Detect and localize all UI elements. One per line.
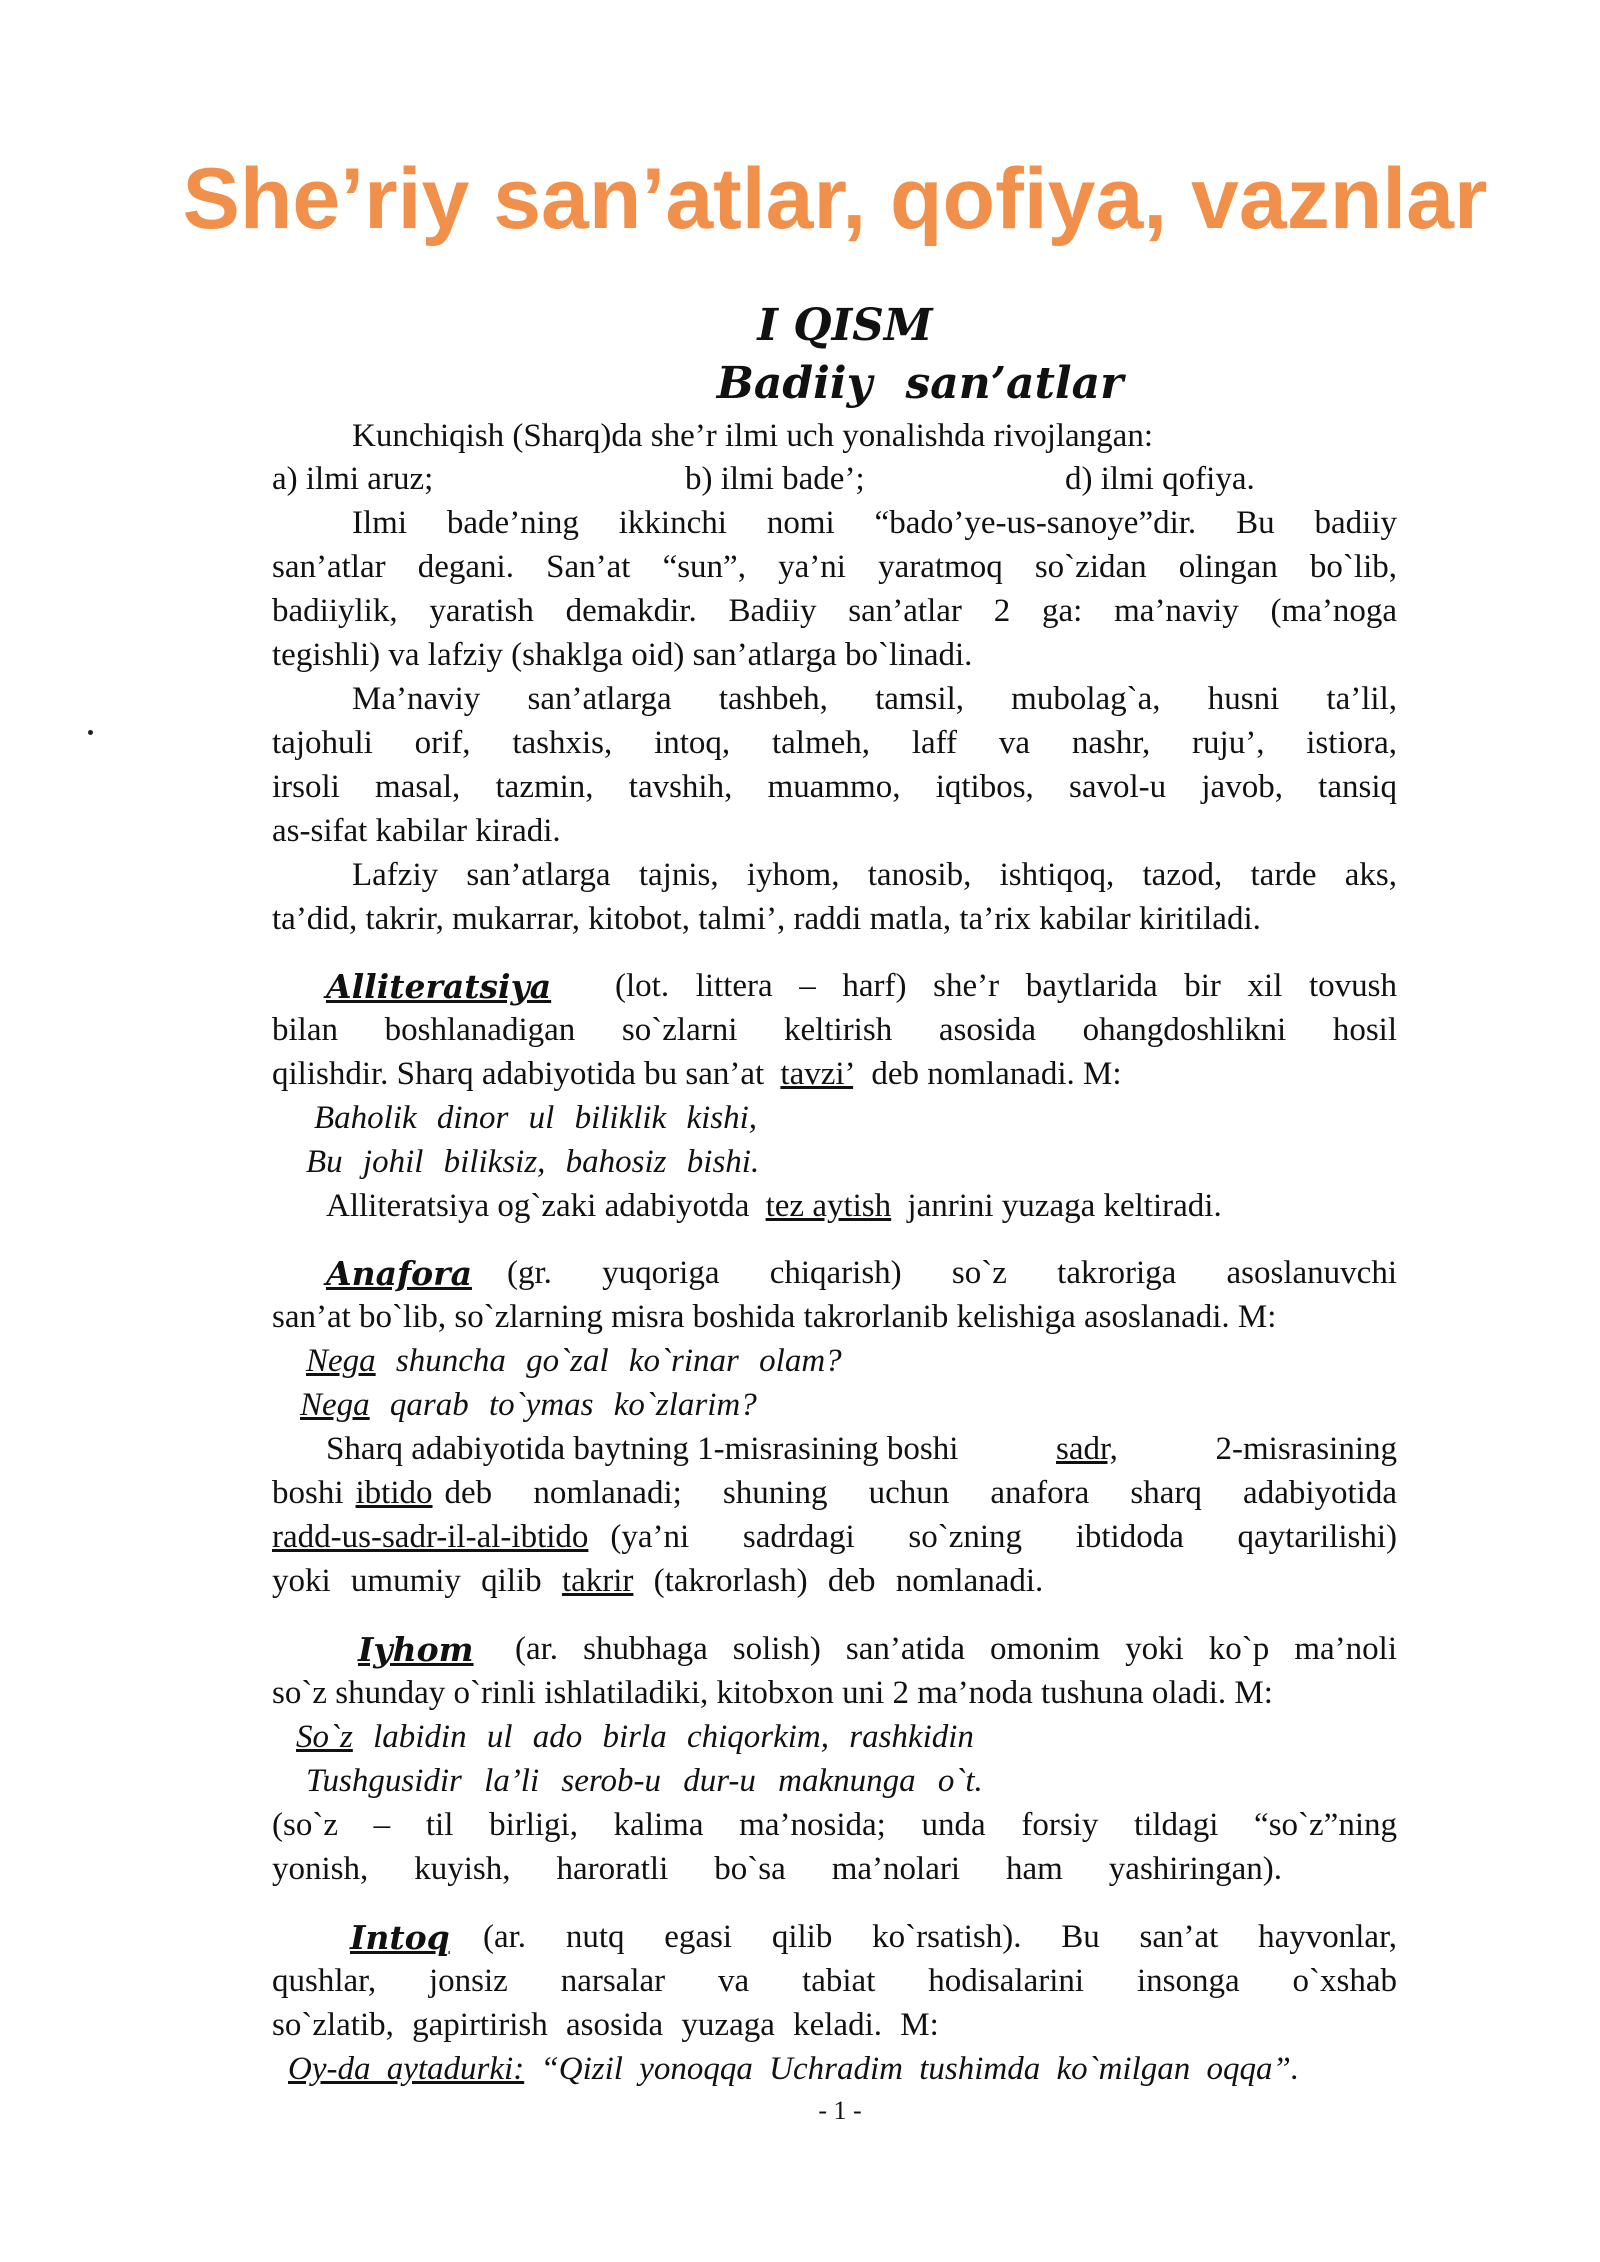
underlined-term: sadr, (1056, 1431, 1118, 1467)
text: qarab to`ymas ko`zlarim? (389, 1387, 757, 1423)
underlined-term: ibtido (355, 1475, 433, 1511)
text: yoki umumiy qilib (272, 1563, 542, 1599)
alliteratsiya-example: Baholik dinor ul biliklik kishi, (314, 1100, 758, 1136)
term-intoq: Intoq (350, 1918, 450, 1957)
anafora-line (326, 1433, 1397, 1466)
intro-line: tegishli) va lafziy (shaklga oid) san’atlarga bo`linadi. (272, 637, 973, 673)
intro-list-d: d) ilmi qofiya. (1065, 461, 1255, 497)
intoq-line: so`zlatib, gapirtirish asosida yuzaga keladi. M: (272, 2007, 939, 2043)
underlined-term: tez aytish (765, 1188, 892, 1224)
iyhom-example (296, 1721, 974, 1754)
iyhom-line: so`z shunday o`rinli ishlatiladiki, kitobxon uni 2 ma’noda tushuna oladi. M: (272, 1675, 1273, 1711)
intro-line: tajohuli orif, tashxis, intoq, talmeh, laff va nashr, ruju’, istiora, (272, 725, 1397, 761)
text: boshi (272, 1475, 344, 1511)
alliteratsiya-line (272, 1058, 1122, 1091)
section-heading: Badiiy san’atlar (716, 358, 1124, 409)
alliteratsiya-line: bilan boshlanadigan so`zlarni keltirish asosida ohangdoshlikni hosil (272, 1012, 1397, 1048)
underlined-word: Nega (300, 1387, 370, 1423)
text: Sharq adabiyotida baytning 1-misrasining boshi (326, 1431, 959, 1467)
text: “Qizil yonoqqa Uchradim tushimda ko`milgan oqqa”. (540, 2051, 1300, 2087)
term-alliteratsiya: Alliteratsiya (326, 967, 552, 1006)
underlined-term: radd-us-sadr-il-al-ibtido (272, 1519, 589, 1555)
intro-line: ta’did, takrir, mukarrar, kitobot, talmi’, raddi matla, ta’rix kabilar kiritiladi. (272, 901, 1261, 937)
term-anafora: Anafora (326, 1254, 472, 1293)
intro-line: badiiylik, yaratish demakdir. Badiiy san’atlar 2 ga: ma’naviy (ma’noga (272, 593, 1397, 629)
text: qilishdir. Sharq adabiyotida bu san’at (272, 1056, 765, 1092)
stray-mark (88, 730, 93, 735)
text: shuncha go`zal ko`rinar olam? (395, 1343, 842, 1379)
text: deb nomlanadi; shuning uchun anafora sharq adabiyotida (444, 1475, 1397, 1511)
anafora-line (272, 1521, 1397, 1554)
text: janrini yuzaga keltiradi. (907, 1188, 1222, 1224)
term-iyhom: Iyhom (358, 1630, 474, 1669)
underlined-word: So`z (296, 1719, 353, 1755)
underlined-term: takrir (561, 1563, 634, 1599)
anafora-example (300, 1389, 757, 1422)
iyhom-line: yonish, kuyish, haroratli bo`sa ma’nolari ham yashiringan). (272, 1851, 1282, 1887)
text: (takrorlash) deb nomlanadi. (653, 1563, 1044, 1599)
intro-line: Ilmi bade’ning ikkinchi nomi “bado’ye-us-sanoye”dir. Bu badiiy (352, 505, 1397, 541)
document-title: She’riy san’atlar, qofiya, vaznlar (182, 151, 1488, 247)
intro-list-b: b) ilmi bade’; (685, 461, 865, 497)
underlined-term: tavzi’ (780, 1056, 854, 1092)
underlined-word: Nega (306, 1343, 376, 1379)
anafora-line: san’at bo`lib, so`zlarning misra boshida takrorlanib kelishiga asoslanadi. M: (272, 1299, 1277, 1335)
iyhom-term (358, 1630, 474, 1669)
text: deb nomlanadi. M: (871, 1056, 1122, 1092)
anafora-example (306, 1345, 842, 1378)
iyhom-line: (ar. shubhaga solish) san’atida omonim yoki ko`p ma’noli (515, 1631, 1397, 1667)
iyhom-example: Tushgusidir la’li serob-u dur-u maknunga o`t. (306, 1763, 983, 1799)
part-heading: I QISM (757, 300, 933, 351)
text: labidin ul ado birla chiqorkim, rashkidin (373, 1719, 974, 1755)
intoq-example (288, 2053, 1299, 2086)
intro-line: Lafziy san’atlarga tajnis, iyhom, tanosib, ishtiqoq, tazod, tarde aks, (352, 857, 1397, 893)
intro-line: Kunchiqish (Sharq)da she’r ilmi uch yonalishda rivojlangan: (352, 418, 1153, 454)
alliteratsiya-line: (lot. littera – harf) she’r baytlarida bir xil tovush (615, 968, 1397, 1004)
intoq-line: qushlar, jonsiz narsalar va tabiat hodisalarini insonga o`xshab (272, 1963, 1397, 1999)
intro-line: irsoli masal, tazmin, tavshih, muammo, iqtibos, savol-u javob, tansiq (272, 769, 1397, 805)
text: 2-misrasining (1215, 1431, 1397, 1467)
intro-line: as-sifat kabilar kiradi. (272, 813, 561, 849)
anafora-line: (gr. yuqoriga chiqarish) so`z takroriga asoslanuvchi (507, 1255, 1397, 1291)
anafora-line (272, 1477, 1397, 1510)
intoq-term (350, 1918, 450, 1957)
iyhom-line: (so`z – til birligi, kalima ma’nosida; unda forsiy tildagi “so`z”ning (272, 1807, 1397, 1843)
underlined-phrase: Oy-da aytadurki: (288, 2051, 525, 2087)
intro-line: san’atlar degani. San’at “sun”, ya’ni yaratmoq so`zidan olingan bo`lib, (272, 549, 1397, 585)
anafora-term (326, 1254, 472, 1293)
anafora-line (272, 1565, 1043, 1598)
text: Alliteratsiya og`zaki adabiyotda (326, 1188, 750, 1224)
alliteratsiya-term (326, 967, 552, 1006)
intro-list-a: a) ilmi aruz; (272, 461, 434, 497)
intro-line: Ma’naviy san’atlarga tashbeh, tamsil, mubolag`a, husni ta’lil, (352, 681, 1397, 717)
alliteratsiya-example: Bu johil biliksiz, bahosiz bishi. (306, 1144, 760, 1180)
intoq-line: (ar. nutq egasi qilib ko`rsatish). Bu san’at hayvonlar, (483, 1919, 1397, 1955)
alliteratsiya-line (326, 1190, 1222, 1223)
page-number: - 1 - (818, 2096, 862, 2125)
text: (ya’ni sadrdagi so`zning ibtidoda qaytarilishi) (610, 1519, 1397, 1555)
